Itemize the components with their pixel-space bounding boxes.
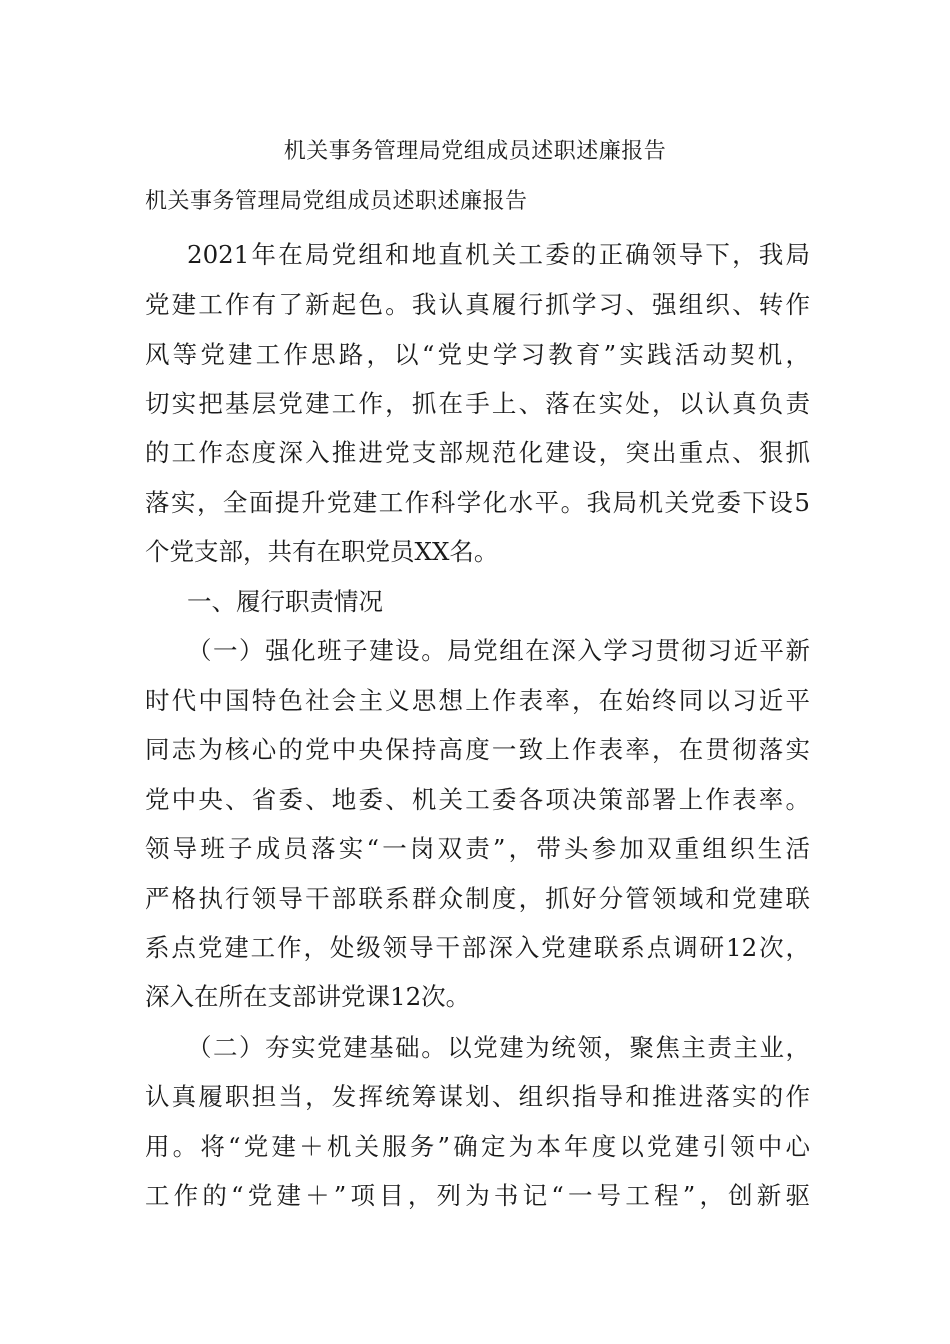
paragraph-line: 工作的“党建＋”项目，列为书记“一号工程”，创新驱 <box>145 1181 810 1210</box>
paragraph-line: （二）夯实党建基础。以党建为统领，聚焦主责主业， <box>187 1033 810 1062</box>
paragraph-line: 落实，全面提升党建工作科学化水平。我局机关党委下设5 <box>145 488 810 517</box>
paragraph-line: 领导班子成员落实“一岗双责”，带头参加双重组织生活 <box>145 834 810 863</box>
paragraph-line: 个党支部，共有在职党员XX名。 <box>145 537 499 566</box>
paragraph-line: 深入在所在支部讲党课12次。 <box>145 982 471 1011</box>
paragraph-line: 用。将“党建＋机关服务”确定为本年度以党建引领中心 <box>145 1132 810 1161</box>
section-heading: 一、履行职责情况 <box>187 587 383 616</box>
paragraph-line: 严格执行领导干部联系群众制度，抓好分管领域和党建联 <box>145 884 810 913</box>
document-subtitle: 机关事务管理局党组成员述职述廉报告 <box>145 189 528 214</box>
paragraph-line: 党中央、省委、地委、机关工委各项决策部署上作表率。 <box>145 785 810 814</box>
paragraph-line: 的工作态度深入推进党支部规范化建设，突出重点、狠抓 <box>145 438 810 467</box>
paragraph-line: 切实把基层党建工作，抓在手上、落在实处，以认真负责 <box>145 389 810 418</box>
paragraph-line: 系点党建工作，处级领导干部深入党建联系点调研12次， <box>145 933 810 962</box>
paragraph-line: 时代中国特色社会主义思想上作表率，在始终同以习近平 <box>145 686 810 715</box>
paragraph-line: 认真履职担当，发挥统筹谋划、组织指导和推进落实的作 <box>145 1082 810 1111</box>
paragraph-line: 同志为核心的党中央保持高度一致上作表率，在贯彻落实 <box>145 735 810 764</box>
paragraph-line: 2021年在局党组和地直机关工委的正确领导下，我局 <box>187 240 810 269</box>
paragraph-line: 党建工作有了新起色。我认真履行抓学习、强组织、转作 <box>145 290 810 319</box>
paragraph-line: （一）强化班子建设。局党组在深入学习贯彻习近平新 <box>187 636 810 665</box>
document-title: 机关事务管理局党组成员述职述廉报告 <box>283 139 667 164</box>
paragraph-line: 风等党建工作思路，以“党史学习教育”实践活动契机， <box>145 340 810 369</box>
